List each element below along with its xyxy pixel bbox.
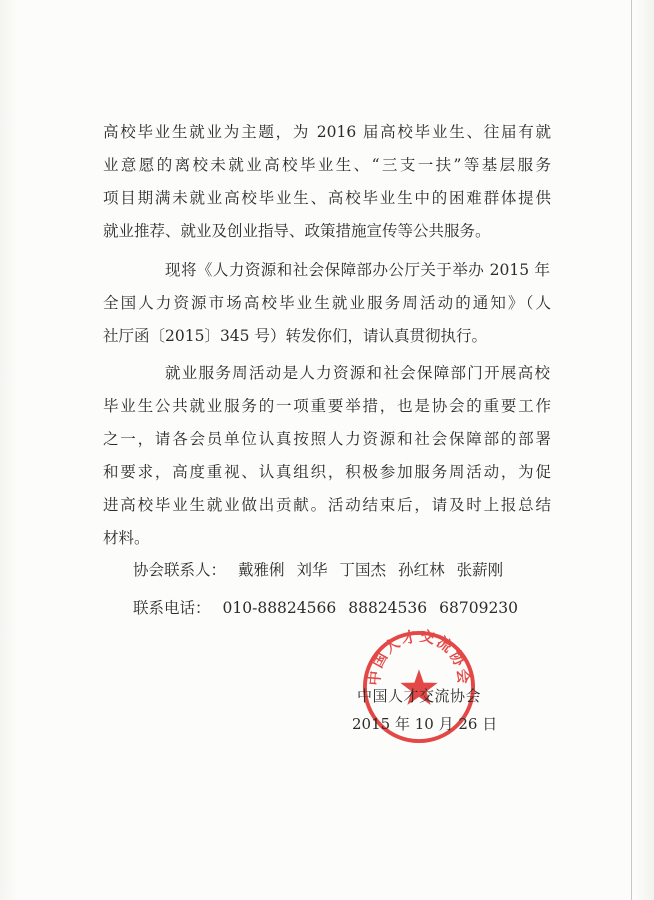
phone-number: 88824536 <box>348 599 428 617</box>
paragraph-3-line: 材料。 <box>103 529 150 547</box>
contact-phones <box>133 596 530 618</box>
paragraph-3-line: 进高校毕业生就业做出贡献。活动结束后，请及时上报总结 <box>103 496 551 514</box>
signing-date: 2015 年 10 月 26 日 <box>352 715 498 733</box>
paragraph-1 <box>103 116 551 248</box>
phones-label: 联系电话： <box>133 599 211 617</box>
paragraph-3-line: 就业服务周活动是人力资源和社会保障部门开展高校 <box>165 364 550 382</box>
paragraph-3-line: 之一，请各会员单位认真按照人力资源和社会保障部的部署 <box>103 430 551 448</box>
paragraph-1-line: 就业推荐、就业及创业指导、政策措施宣传等公共服务。 <box>103 222 491 240</box>
seal-text-path: 中国人才交流协会 <box>366 628 472 687</box>
paragraph-2-line: 社厅函〔2015〕345 号）转发你们，请认真贯彻执行。 <box>103 327 487 345</box>
paragraph-3 <box>103 357 551 555</box>
phone-number: 68709230 <box>439 599 519 617</box>
paragraph-1-line: 业意愿的离校未就业高校毕业生、“三支一扶”等基层服务 <box>103 156 551 174</box>
paragraph-2-line: 现将《人力资源和社会保障部办公厅关于举办 2015 年 <box>165 261 550 279</box>
signing-organization: 中国人才交流协会 <box>357 687 482 705</box>
contact-name: 丁国杰 <box>339 561 387 579</box>
contact-name: 戴雅俐 <box>238 561 285 579</box>
contact-persons <box>133 558 563 580</box>
paragraph-3-line: 毕业生公共就业服务的一项重要举措，也是协会的重要工作 <box>103 397 551 415</box>
contact-name: 张薪刚 <box>456 561 504 579</box>
paragraph-3-line: 和要求，高度重视、认真组织，积极参加服务周活动，为促 <box>103 463 551 481</box>
paragraph-2-line: 全国人力资源市场高校毕业生就业服务周活动的通知》（人 <box>103 294 551 312</box>
contacts-label: 协会联系人： <box>133 561 227 579</box>
phone-number: 010-88824566 <box>222 599 337 617</box>
page-edge-divider <box>631 0 632 900</box>
contact-name: 刘华 <box>296 561 328 579</box>
paragraph-1-line: 高校毕业生就业为主题，为 2016 届高校毕业生、往届有就 <box>103 123 551 141</box>
paragraph-1-line: 项目期满未就业高校毕业生、高校毕业生中的困难群体提供 <box>103 189 551 207</box>
paragraph-2 <box>103 254 551 353</box>
contact-name: 孙红林 <box>398 561 445 579</box>
